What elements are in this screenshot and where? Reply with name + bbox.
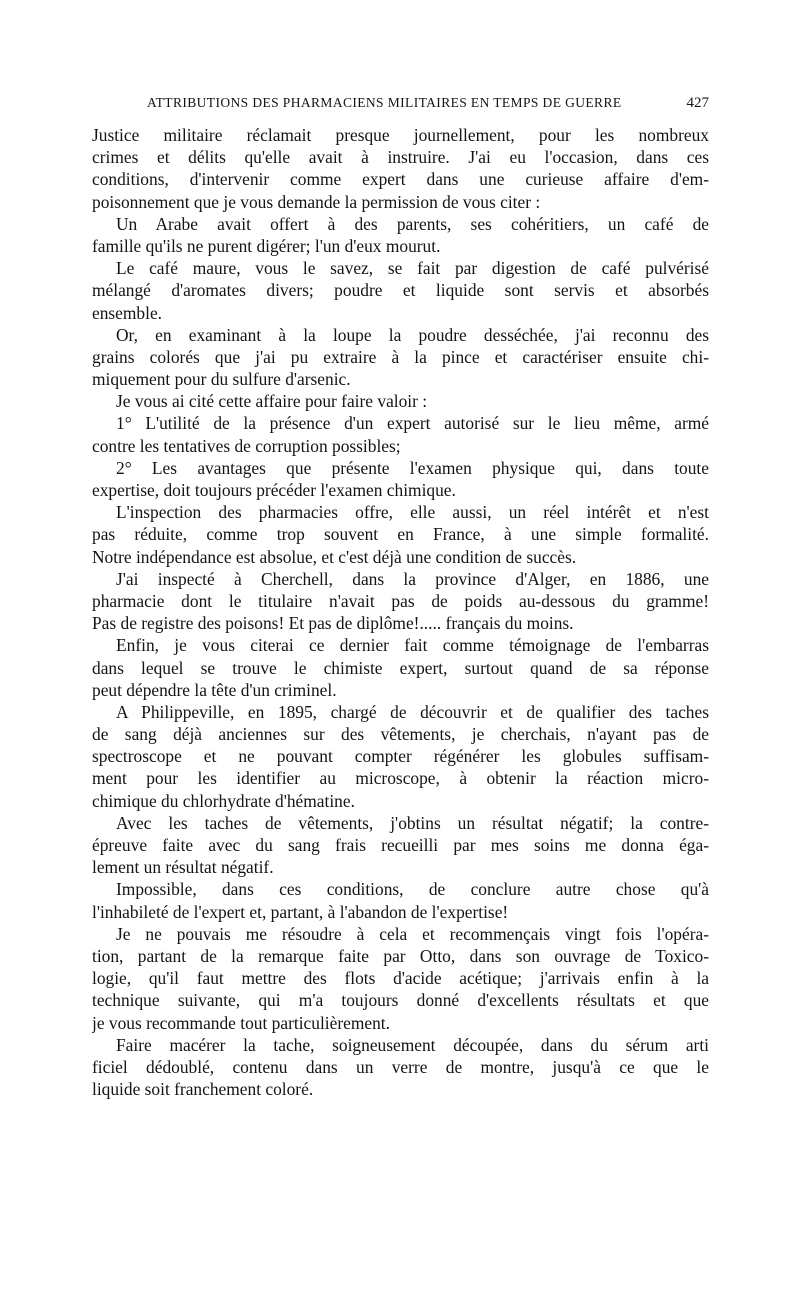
text-line: lement un résultat négatif.	[92, 857, 274, 878]
text-line: ficiel dédoublé, contenu dans un verre de montre, jusqu'à ce que le	[92, 1056, 709, 1077]
text-line: dans lequel se trouve le chimiste expert, surtout quand de sa réponse	[92, 657, 709, 678]
text-line: Un Arabe avait offert à des parents, ses cohéritiers, un café de	[116, 213, 709, 234]
text-line: L'inspection des pharmacies offre, elle aussi, un réel intérêt et n'est	[116, 502, 709, 523]
text-line: Justice militaire réclamait presque journellement, pour les nombreux	[92, 125, 709, 145]
text-line: de sang déjà anciennes sur des vêtements, je cherchais, n'ayant pas de	[92, 724, 709, 745]
text-line: 1° L'utilité de la présence d'un expert autorisé sur le lieu même, armé	[116, 413, 709, 434]
text-line: famille qu'ils ne purent digérer; l'un d'eux mourut.	[92, 235, 441, 256]
text-line: miquement pour du sulfure d'arsenic.	[92, 369, 351, 390]
text-line: logie, qu'il faut mettre des flots d'acide acétique; j'arrivais enfin à la	[92, 968, 709, 989]
running-title: ATTRIBUTIONS DES PHARMACIENS MILITAIRES EN TEMPS DE GUERRE	[147, 95, 622, 110]
text-line: épreuve faite avec du sang frais recueilli par mes soins me donna éga-	[92, 835, 709, 855]
text-line: Le café maure, vous le savez, se fait par digestion de café pulvérisé	[116, 258, 709, 279]
text-line: ensemble.	[92, 302, 163, 323]
text-line: J'ai inspecté à Cherchell, dans la province d'Alger, en 1886, une	[116, 568, 709, 589]
text-line: grains colorés que j'ai pu extraire à la pince et caractériser ensuite chi-	[92, 346, 709, 367]
text-line: chimique du chlorhydrate d'hématine.	[92, 790, 355, 811]
text-line: Pas de registre des poisons! Et pas de diplôme!..... français du moins.	[92, 613, 574, 634]
text-line: pharmacie dont le titulaire n'avait pas de poids au-dessous du gramme!	[92, 590, 709, 611]
text-line: Avec les taches de vêtements, j'obtins un résultat négatif; la contre-	[116, 812, 709, 833]
text-line: spectroscope et ne pouvant compter régénérer les globules suffisam-	[92, 746, 709, 767]
text-line: contre les tentatives de corruption possibles;	[92, 435, 401, 456]
page-number: 427	[686, 95, 709, 111]
text-line: liquide soit franchement coloré.	[92, 1079, 314, 1100]
text-line: Or, en examinant à la loupe la poudre desséchée, j'ai reconnu des	[116, 324, 709, 345]
text-line: peut dépendre la tête d'un criminel.	[92, 679, 337, 700]
text-line: technique suivante, qui m'a toujours donné d'excellents résultats et que	[92, 990, 709, 1011]
text-line: pas réduite, comme trop souvent en France, à une simple formalité.	[92, 524, 709, 545]
text-line: poisonnement que je vous demande la permission de vous citer :	[92, 191, 541, 212]
text-line: mélangé d'aromates divers; poudre et liquide sont servis et absorbés	[92, 280, 709, 301]
text-line: Faire macérer la tache, soigneusement découpée, dans du sérum arti	[116, 1034, 709, 1055]
text-line: tion, partant de la remarque faite par Otto, dans son ouvrage de Toxico-	[92, 945, 709, 966]
text-line: expertise, doit toujours précéder l'examen chimique.	[92, 480, 456, 500]
body-text	[92, 124, 709, 1100]
running-head	[147, 95, 709, 112]
text-line: Je ne pouvais me résoudre à cela et recommençais vingt fois l'opéra-	[116, 923, 709, 944]
text-line: A Philippeville, en 1895, chargé de découvrir et de qualifier des taches	[116, 701, 709, 722]
text-line: crimes et délits qu'elle avait à instruire. J'ai eu l'occasion, dans ces	[92, 147, 709, 168]
text-line: je vous recommande tout particulièrement.	[92, 1012, 390, 1033]
text-line: Impossible, dans ces conditions, de conclure autre chose qu'à	[116, 879, 709, 900]
text-line: ment pour les identifier au microscope, à obtenir la réaction micro-	[92, 768, 709, 789]
text-line: 2° Les avantages que présente l'examen physique qui, dans toute	[116, 457, 709, 478]
text-line: l'inhabileté de l'expert et, partant, à l'abandon de l'expertise!	[92, 901, 509, 922]
text-line: Je vous ai cité cette affaire pour faire valoir :	[116, 391, 428, 412]
text-line: conditions, d'intervenir comme expert dans une curieuse affaire d'em-	[92, 169, 709, 190]
text-line: Notre indépendance est absolue, et c'est déjà une condition de succès.	[92, 546, 577, 567]
text-line: Enfin, je vous citerai ce dernier fait comme témoignage de l'embarras	[116, 635, 709, 656]
